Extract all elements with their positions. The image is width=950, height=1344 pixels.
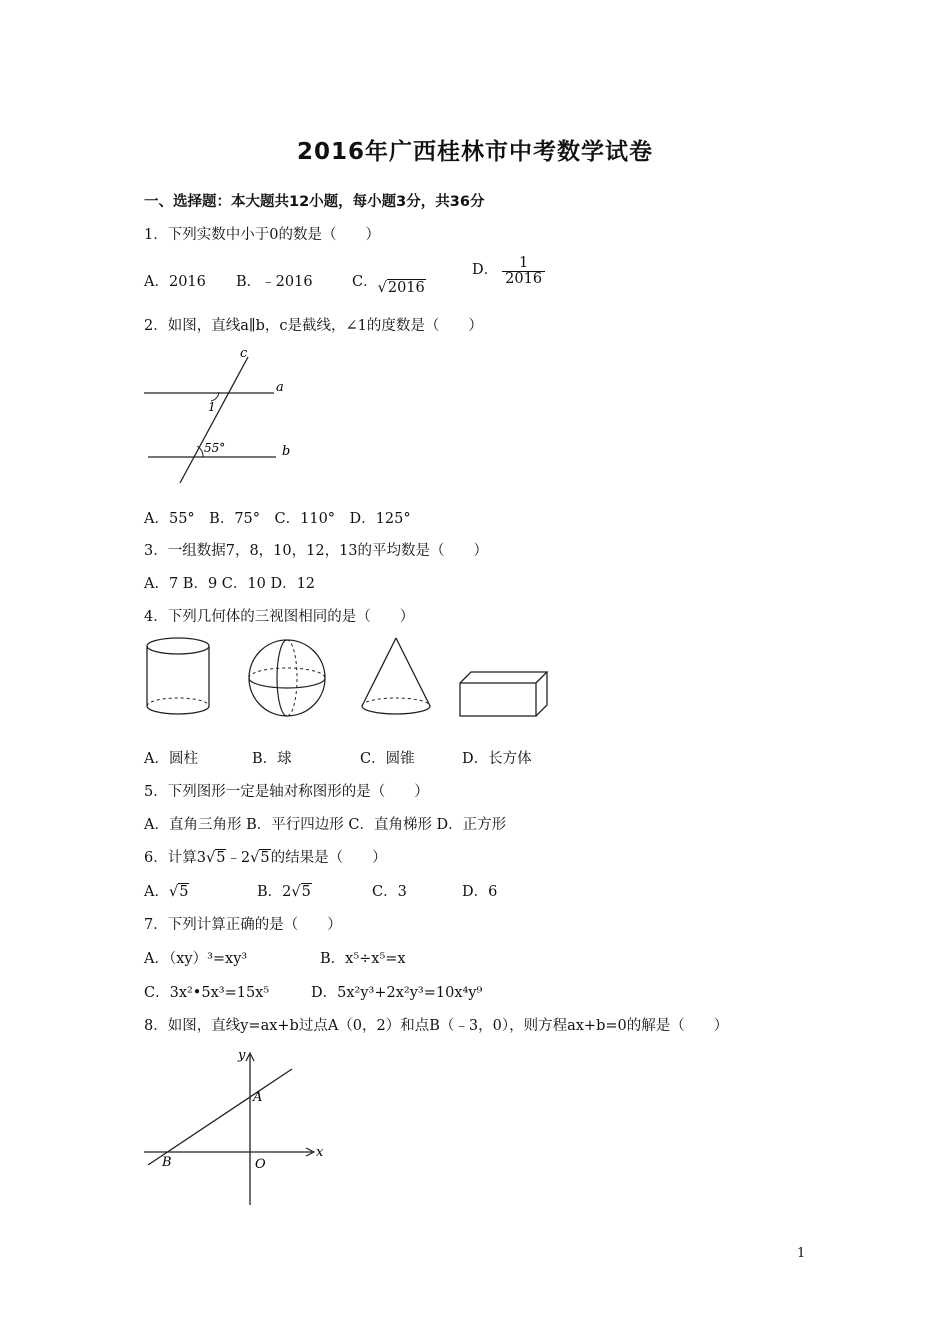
q1-option-a: A．2016 [144,274,206,290]
question-4-stem: 4．下列几何体的三视图相同的是（ ） [144,609,415,625]
q4-option-b: B．球 [252,751,292,767]
label-b: b [282,444,291,459]
q6-option-b-radicand: 5 [301,884,311,900]
question-3-stem: 3．一组数据7，8，10，12，13的平均数是（ ） [144,543,489,559]
q6-option-b [257,880,312,901]
sqrt-symbol: √5 [291,884,311,900]
sqrt-symbol: √2016 [377,280,425,296]
q5-options: A．直角三角形 B．平行四边形 C．直角梯形 D．正方形 [144,817,507,833]
q7-option-d: D．5x²y³+2x²y³=10x⁴y⁹ [311,985,483,1001]
q6-stem-minus: ﹣2 [226,850,251,866]
q1-option-b: B．﹣2016 [236,274,313,290]
fraction [502,256,545,287]
q4-option-a: A．圆柱 [144,751,198,767]
point-label-b: B [162,1155,172,1170]
sqrt-symbol: √5 [250,850,270,866]
solids-figure [140,632,560,727]
label-c: c [240,346,248,361]
q3-options: A．7 B．9 C．10 D．12 [144,576,316,592]
sqrt-symbol: √5 [205,850,226,866]
q6-radicand-2: 5 [260,850,270,866]
angle-1-label: 1 [208,400,216,414]
origin-label: O [255,1157,266,1172]
q2-options: A．55° B．75° C．110° D．125° [144,511,411,527]
fraction-numerator: 1 [502,256,545,272]
parallel-lines-figure [140,345,300,495]
page-number: 1 [797,1246,806,1261]
q6-radicand-1: 5 [216,850,226,866]
q4-option-c: C．圆锥 [360,751,415,767]
q6-option-c: C．3 [372,884,407,900]
angle-55-label: 55° [204,441,226,455]
question-2-stem: 2．如图，直线a∥b，c是截线，∠1的度数是（ ） [144,318,483,334]
q6-option-a-radicand: 5 [179,884,189,900]
q7-option-a: A．（xy）³=xy³ [144,951,248,967]
question-8-stem: 8．如图，直线y=ax+b过点A（0，2）和点B（﹣3，0），则方程ax+b=0的解是（ ） [144,1018,729,1034]
cylinder-shape [147,638,209,714]
q6-stem-suffix: 的结果是（ ） [270,850,387,866]
point-label-a: A [253,1090,263,1105]
sqrt-symbol: √5 [168,884,189,900]
label-a: a [276,380,284,395]
q1-option-c [352,270,426,296]
q6-option-a [144,880,189,901]
q1-option-d-label: D． [472,261,499,278]
question-7-stem: 7．下列计算正确的是（ ） [144,917,342,933]
cuboid-shape [460,672,547,716]
q1-option-c-label: C． [352,274,378,290]
q6-option-b-label: B．2 [257,884,292,900]
q4-option-d: D．长方体 [462,751,532,767]
question-6-stem [144,846,387,867]
coordinate-figure [140,1045,340,1210]
section-heading: 一、选择题：本大题共12小题，每小题3分，共36分 [144,194,485,210]
q6-option-d: D．6 [462,884,498,900]
sphere-shape [249,640,325,716]
q1-option-d [472,256,545,287]
q7-option-c: C．3x²•5x³=15x⁵ [144,985,270,1001]
fraction-denominator: 2016 [505,271,543,288]
q1-option-c-radicand: 2016 [387,280,425,296]
question-1-stem: 1．下列实数中小于0的数是（ ） [144,227,380,243]
question-5-stem: 5．下列图形一定是轴对称图形的是（ ） [144,784,429,800]
page-title: 2016年广西桂林市中考数学试卷 [296,139,653,165]
axis-label-x: x [316,1145,324,1160]
axis-label-y: y [238,1048,246,1063]
q6-stem-prefix: 6．计算3 [144,850,206,866]
q6-option-a-label: A． [144,884,169,900]
cone-shape [362,638,430,714]
q7-option-b: B．x⁵÷x⁵=x [320,951,406,967]
